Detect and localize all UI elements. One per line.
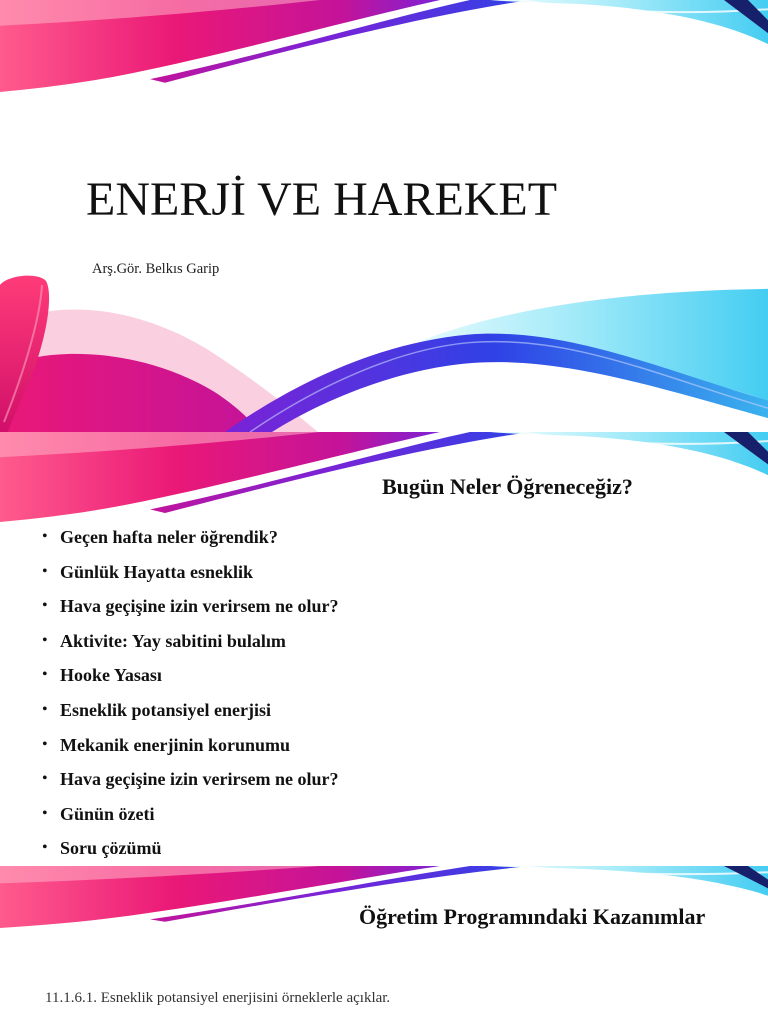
list-item [42,797,338,832]
bullet-marker: • [42,839,48,857]
list-item [42,624,338,659]
list-item-text: Esneklik potansiyel enerjisi [60,699,272,720]
presenter-name: Arş.Gör. Belkıs Garip [92,261,220,277]
objectives-title: Öğretim Programındaki Kazanımlar [359,904,706,929]
list-item-text: Hava geçişine izin verirsem ne olur? [60,596,339,617]
list-item-text: Hava geçişine izin verirsem ne olur? [60,769,339,790]
list-item [42,693,338,728]
cyan-swoosh [490,0,768,44]
slide-3-objectives [0,866,768,1024]
list-item-text: Günlük Hayatta esneklik [60,561,254,582]
objective-item: 11.1.6.1. Esneklik potansiyel enerjisini örneklerle açıklar. [45,990,391,1006]
list-item [42,728,338,763]
list-item-text: Hooke Yasası [60,665,162,686]
agenda-title: Bugün Neler Öğreneceğiz? [382,474,633,499]
bullet-marker: • [42,528,48,545]
list-item [42,589,338,624]
list-item-text: Geçen hafta neler öğrendik? [60,527,278,547]
agenda-list [42,520,338,866]
bullet-marker: • [42,666,48,684]
bullet-marker: • [42,562,48,580]
list-item [42,762,338,797]
bullet-marker: • [42,770,48,788]
bottom-wave-decoration [0,273,768,432]
cyan-swoosh [490,432,768,475]
list-item [42,555,338,590]
list-item-text: Aktivite: Yay sabitini bulalım [60,630,286,651]
bullet-marker: • [42,700,48,718]
cyan-swoosh [490,866,768,896]
bullet-marker: • [42,735,48,753]
slide-1-title [0,0,768,432]
slide-2-agenda [0,432,768,866]
top-wave-decoration [0,0,768,92]
list-item [42,658,338,693]
bullet-marker: • [42,804,48,822]
bullet-marker: • [42,597,48,615]
list-item [42,520,338,555]
list-item [42,831,338,866]
presentation-title: ENERJİ VE HAREKET [86,173,558,226]
list-item-text: Soru çözümü [60,838,162,859]
list-item-text: Günün özeti [60,803,155,824]
list-item-text: Mekanik enerjinin korunumu [60,734,291,755]
bullet-marker: • [42,631,48,649]
